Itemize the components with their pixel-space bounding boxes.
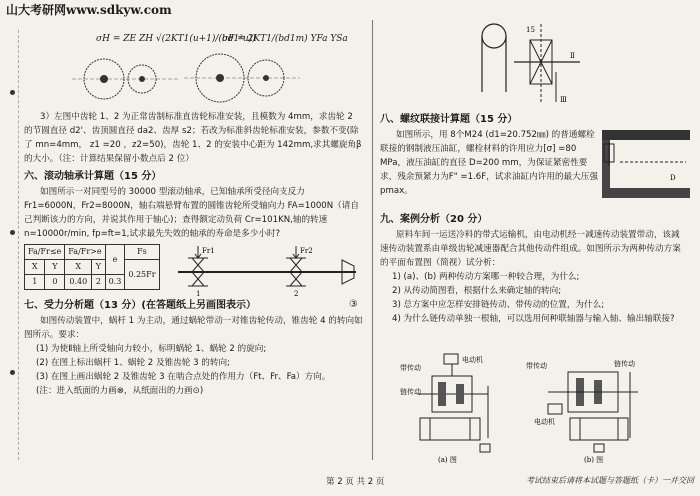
table-cell: e [105, 245, 125, 275]
motor-label-b: 电动机 [534, 418, 555, 426]
fig-label-15: 15 [526, 26, 535, 34]
chain-label-a: 链传动 [400, 388, 421, 396]
fr2-label: Fr2 [300, 247, 313, 255]
question-3-text: 3）左图中齿轮 1、2 为正常齿制标准直齿轮标准安装，且模数为 4mm，求齿轮 2 的节圆直径 d2'、齿顶圆直径 da2、齿厚 s2；若改为标准斜齿轮标准安装，参数不变(除了 mn=4mm， z1 =20 ，z2=50)，齿轮 1、2 的安装中心距为 142mm,求其螺旋角β的大小。（注：计算结果保留小数点后 2 位） [24, 112, 362, 164]
table-cell: Fa/Fr≤e [25, 245, 65, 260]
right-column-upper [380, 112, 598, 198]
fr1-label: Fr1 [202, 247, 215, 255]
section-7-item: (3) 在图上画出蜗轮 2 及锥齿轮 3 在啮合点处的作用力（Ft、Fr、Fa）方向。 [36, 372, 331, 382]
gear-pair-figure-2 [182, 50, 302, 106]
belt-label-b: 带传动 [526, 362, 547, 370]
belt-label-a: 带传动 [400, 364, 421, 372]
site-brand: 山大考研网www.sdkyw.com [6, 3, 172, 17]
section-9-item: 2) 从传动简图看，根据什么来确定轴的转向; [392, 286, 562, 296]
bearing-diagram [172, 244, 362, 298]
section-9-item: 3) 总方案中应怎样安排链传动、带传动的位置，为什么; [392, 300, 605, 310]
contact-stress-formula: σH = ZE ZH √(2KT1(u+1)/(bd1²u)) [96, 34, 256, 44]
binding-hole [10, 230, 15, 235]
table-cell: 1 [25, 275, 45, 290]
section-9-text: 原料车间一运送冷料的带式运输机，由电动机经一减速传动装置带动，该减速传动装置系由单级齿轮减速器配合其他传动件组成。如图所示为两种传动方案的平面布置图（简视）试分析： [380, 230, 681, 268]
section-8-text: 如图所示，用 8个M24 (d1=20.752㎜) 的普通螺栓联接的钢制液压油缸，螺栓材料的许用应力[σ] =80 MPa，液压油缸的直径 D=200 mm，为保证紧密性要求，残余预紧力为F" =1.6F，试求油缸内许用的最大压强pmax。 [380, 130, 598, 196]
right-column-lower [380, 212, 688, 326]
table-cell: X [65, 260, 92, 275]
binding-hole [10, 90, 15, 95]
fig-label-II: Ⅱ [570, 52, 575, 60]
section-6-title: 六、滚动轴承计算题（15 分） [24, 171, 162, 182]
left-column [24, 110, 364, 398]
worm-bevel-figure [470, 22, 590, 106]
section-8-title: 八、螺纹联接计算题（15 分） [380, 114, 518, 125]
caption-b: (b) 图 [584, 456, 604, 464]
section-6-text: 如图所示一对同型号的 30000 型滚动轴承，已知轴承所受径向支反力 Fr1=6000N，Fr2=8000N，轴右端悬臂布置的圆锥齿轮所受轴向力 FA=1000N（请自己判断该力的方向，并说其作用于轴心)；查得额定动负荷 Cr=101KN,轴的转速 n=10000r/min, fp=ft=1,试求最先失效的轴承的寿命是多少小时? [24, 187, 359, 239]
bearing-row [24, 244, 364, 298]
section-9-title: 九、案例分析（20 分） [380, 214, 488, 225]
section-7-item: (注：进入纸面的力画⊗，从纸面出的力画⊙) [36, 386, 204, 396]
bearing-2-number: 2 [294, 290, 299, 298]
table-cell: 2 [92, 275, 105, 290]
bending-stress-formula: σF = 2KT1/(bd1m) YFa YSa [222, 34, 348, 44]
fig-label-III: Ⅲ [560, 96, 567, 104]
hydraulic-cylinder-figure [600, 126, 692, 202]
table-cell: Y [92, 260, 105, 275]
bearing-1-number: 1 [196, 290, 201, 298]
table-cell: 0.40 [65, 275, 92, 290]
transmission-schemes-figure [398, 348, 688, 468]
chain-label-b: 链传动 [614, 360, 635, 368]
section-7-item: (1) 为使Ⅱ轴上所受轴向力较小，标明蜗轮 1、蜗轮 2 的旋向; [36, 344, 267, 354]
caption-a: (a) 图 [438, 456, 457, 464]
table-cell: Fa/Fr>e [65, 245, 105, 260]
table-cell: X [25, 260, 45, 275]
section-7-heading-row [24, 298, 364, 314]
page-number: 第 2 页 共 2 页 [326, 477, 385, 487]
binding-margin [8, 30, 19, 460]
motor-label-a: 电动机 [462, 356, 483, 364]
section-9-item: 4) 为什么链传动单独一根轴，可以选用何种联轴器与输入轴、输出轴联接? [392, 314, 675, 324]
diameter-label: D [670, 174, 676, 182]
binding-hole [10, 370, 15, 375]
table-cell: 0.25Fr [125, 260, 159, 290]
return-note: 考试结束后请将本试题与答题纸（卡）一并交回 [526, 476, 694, 485]
table-cell: Fs [125, 245, 159, 260]
circled-mark: ③ [349, 299, 358, 310]
column-divider [372, 20, 373, 460]
bearing-factor-table [24, 244, 160, 290]
gear-pair-figure-1 [70, 56, 180, 102]
section-9-item: 1) (a)、(b) 两种传动方案哪一种较合理，为什么; [392, 272, 580, 282]
section-7-item: (2) 在图上标出蜗杆 1、蜗轮 2 及锥齿轮 3 的转向; [36, 358, 230, 368]
table-cell: 0.3 [105, 275, 125, 290]
section-7-text: 如图传动装置中，蜗杆 1 为主动，通过蜗轮带动一对锥齿轮传动，锥齿轮 4 的转向如图所示。要求： [24, 316, 363, 340]
table-cell: 0 [45, 275, 65, 290]
table-cell: Y [45, 260, 65, 275]
section-7-title: 七、受力分析题（13 分）(在答题纸上另画图表示） [24, 300, 256, 311]
